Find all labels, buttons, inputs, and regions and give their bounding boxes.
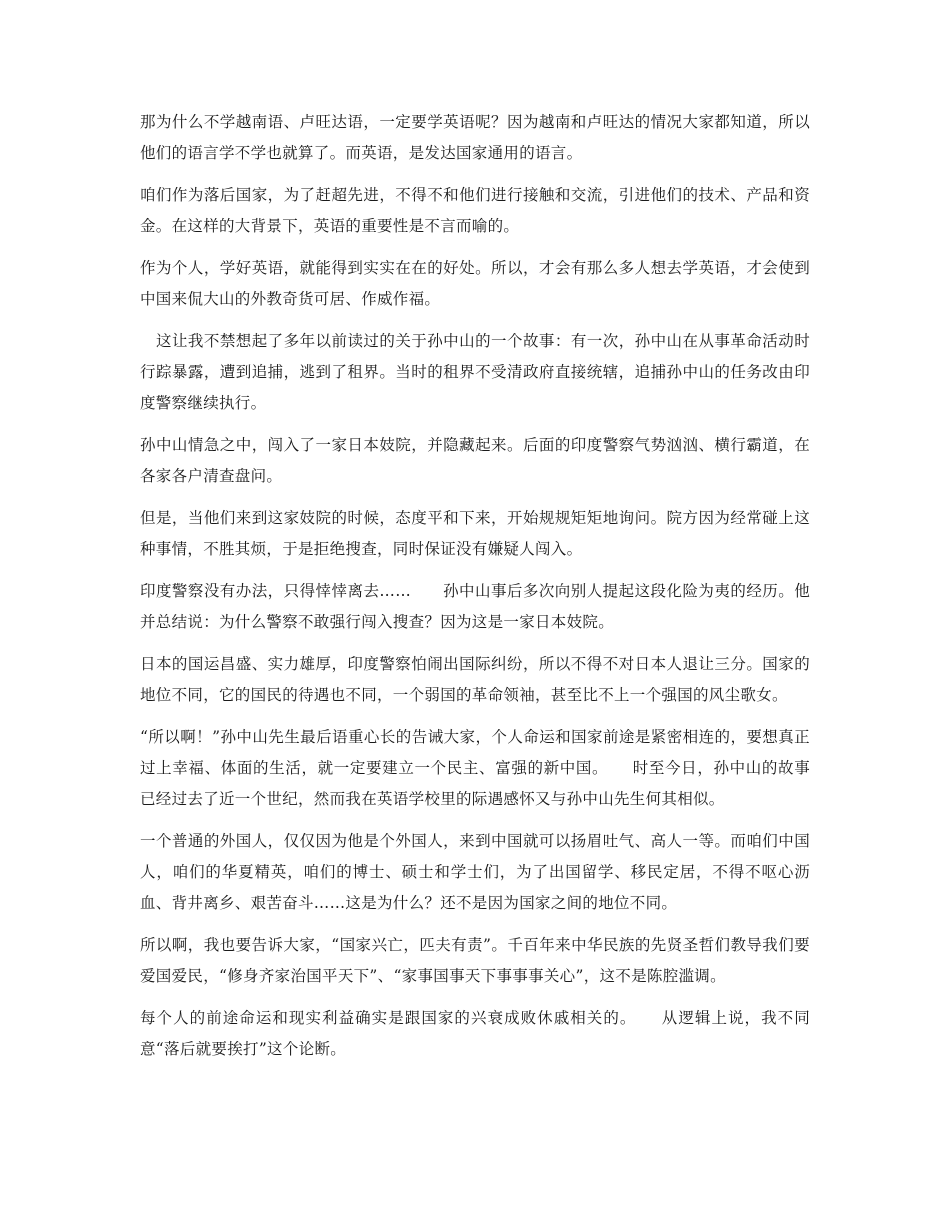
paragraph-3: 作为个人，学好英语，就能得到实实在在的好处。所以，才会有那么多人想去学英语，才会使到中国来侃大山的外教奇货可居、作威作福。: [140, 259, 810, 308]
paragraph-10: 一个普通的外国人，仅仅因为他是个外国人，来到中国就可以扬眉吐气、高人一等。而咱们中国人，咱们的华夏精英，咱们的博士、硕士和学士们，为了出国留学、移民定居，不得不呕心沥血、背井离乡、艰苦奋斗……这是为什么？还不是因为国家之间的地位不同。: [140, 832, 810, 912]
paragraph-7: 印度警察没有办法，只得悻悻离去…… 孙中山事后多次向别人提起这段化险为夷的经历。他并总结说：为什么警察不敢强行闯入搜查？因为这是一家日本妓院。: [140, 582, 810, 631]
paragraph-9: “所以啊！”孙中山先生最后语重心长的告诫大家，个人命运和国家前途是紧密相连的，要想真正过上幸福、体面的生活，就一定要建立一个民主、富强的新中国。 时至今日，孙中山的故事已经过去了近一个世纪，然而我在英语学校里的际遇感怀又与孙中山先生何其相似。: [140, 728, 810, 808]
paragraph-1: 那为什么不学越南语、卢旺达语，一定要学英语呢？因为越南和卢旺达的情况大家都知道，所以他们的语言学不学也就算了。而英语，是发达国家通用的语言。: [140, 113, 810, 162]
paragraph-6: 但是，当他们来到这家妓院的时候，态度平和下来，开始规规矩矩地询问。院方因为经常碰上这种事情，不胜其烦，于是拒绝搜查，同时保证没有嫌疑人闯入。: [140, 509, 810, 558]
paragraph-2: 咱们作为落后国家，为了赶超先进，不得不和他们进行接触和交流，引进他们的技术、产品和资金。在这样的大背景下，英语的重要性是不言而喻的。: [140, 186, 810, 235]
paragraph-11: 所以啊，我也要告诉大家，“国家兴亡，匹夫有责”。千百年来中华民族的先贤圣哲们教导我们要爱国爱民，“修身齐家治国平天下”、“家事国事天下事事事关心”，这不是陈腔滥调。: [140, 936, 810, 985]
paragraph-4: 这让我不禁想起了多年以前读过的关于孙中山的一个故事：有一次，孙中山在从事革命活动时行踪暴露，遭到追捕，逃到了租界。当时的租界不受清政府直接统辖，追捕孙中山的任务改由印度警察继续执行。: [140, 332, 810, 412]
paragraph-8: 日本的国运昌盛、实力雄厚，印度警察怕闹出国际纠纷，所以不得不对日本人退让三分。国家的地位不同，它的国民的待遇也不同，一个弱国的革命领袖，甚至比不上一个强国的风尘歌女。: [140, 655, 810, 704]
document-page: [140, 107, 810, 1076]
paragraph-5: 孙中山情急之中，闯入了一家日本妓院，并隐藏起来。后面的印度警察气势汹汹、横行霸道，在各家各户清查盘问。: [140, 436, 810, 485]
paragraph-12: 每个人的前途命运和现实利益确实是跟国家的兴衰成败休戚相关的。 从逻辑上说，我不同意“落后就要挨打”这个论断。: [140, 1009, 810, 1058]
